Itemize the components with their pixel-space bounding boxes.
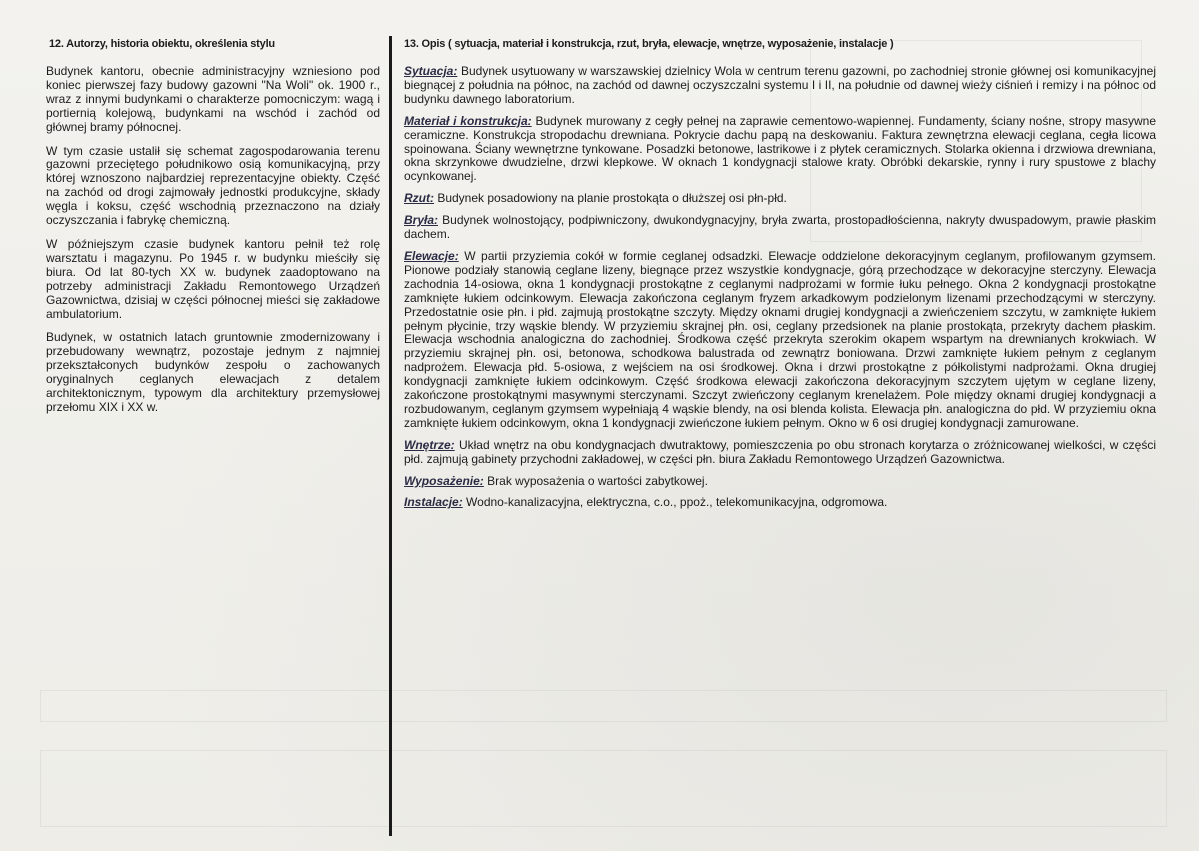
description-material [404, 115, 1156, 185]
description-massing [404, 214, 1156, 242]
interior-text: Układ wnętrz na obu kondygnacjach dwutraktowy, pomieszczenia po obu stronach korytarza o zróżnicowanej wielkości, w części płd. zajmują gabinety przychodni zakładowej, w części płn. biura Zakładu Remontowego Urządzeń Gazownictwa. [404, 437, 1156, 466]
section-13 [404, 38, 1156, 518]
massing-text: Budynek wolnostojący, podpiwniczony, dwukondygnacyjny, bryła zwarta, prostopadłościenna, nakryty dwuspadowym, prawie płaskim dachem. [404, 213, 1156, 242]
installations-label: Instalacje: [404, 495, 463, 510]
section-13-heading: 13. Opis ( sytuacja, materiał i konstrukcja, rzut, bryła, elewacje, wnętrze, wyposażenie, instalacje ) [404, 38, 894, 50]
situation-label: Sytuacja: [404, 64, 458, 78]
material-label: Materiał i konstrukcja: [404, 113, 532, 128]
massing-label: Bryła: [404, 213, 439, 228]
show-through-box [40, 750, 1167, 827]
section-12-heading: 12. Autorzy, historia obiektu, określenia stylu [49, 38, 275, 50]
situation-text: Budynek usytuowany w warszawskiej dzielnicy Wola w centrum terenu gazowni, po zachodniej stronie głównej osi komunikacyjnej biegnącej z południa na północ, na zachód od dawnej oczyszczalni systemu I i II, na południe od dawnej wieży ciśnień i remizy i na północ od budynku dawnego laboratorium. [404, 64, 1156, 106]
description-interior [404, 439, 1156, 467]
plan-label: Rzut: [404, 191, 434, 206]
description-situation [404, 65, 1156, 107]
elevations-text: W partii przyziemia cokół w formie ceglanej odsadzki. Elewacje oddzielone dekoracyjnym ceglanym, profilowanym gzymsem. Pionowe podziały stanowią ceglane lizeny, biegnące przez wszystkie kondygnacje, górą przechodzące w dekoracyjne sterczyny. Elewacja zachodnia 14-osiowa, okna 1 kondygnacji prostokątne z ceglanymi nadprożami w formie łuku pełnego. Okna 2 kondygnacji prostokątne zamknięte łukiem odcinkowym. Elewacja zakończona ceglanym fryzem arkadkowym podzielonym lizenami przechodzącymi w sterczyny. Przedostatnie osie płn. i płd. zajmują prostokątne szczyty. Między oknami drugiej kondygnacji a zwieńczeniem szczytu, w zamknięte łukiem pełnym płycinie, trzy wąskie blendy. W przyziemiu skrajnej płn. osi, ceglany przedsionek na planie prostokąta, przekryty dachem płaskim. Elewacja wschodnia analogiczna do zachodniej. Środkowa część przekryta szerokim okapem wspartym na drewnianych krokwiach. W przyziemiu skrajnej płn. osi, betonowa, schodkowa balustrada od zewnątrz boniowana. Drzwi zamknięte łukiem pełnym z ceglanym nadprożem. Elewacja płd. 5-osiowa, z wejściem na osi środkowej. Okna i drzwi prostokątne z półkolistymi nadprożami. Okna drugiej kondygnacji zamknięte łukiem odcinkowym. Część środkowa elewacji zakończona dekoracyjnym szczytem ujętym w ceglane lizeny, zakończone prostokątnymi masywnymi sterczynami. Szczyt zwieńczony ceglanym krenelażem. Pole między oknami drugiej kondygnacji a rozbudowanym, ceglanym gzymsem wypełniają 4 wąskie blendy, na osi blenda kolista. Elewacja płn. analogiczna do płd. W przyziemiu okna zamknięte łukiem odcinkowym, okna 1 kondygnacji zwieńczone łukiem pełnym. Okno w 6 osi drugiej kondygnacji zamurowane. [404, 248, 1156, 430]
history-paragraph: W tym czasie ustalił się schemat zagospodarowania terenu gazowni przeciętego południkowo osią komunikacyjną, przy której wznoszono najbardziej reprezentacyjne obiekty. Część na zachód od drogi zajmowały jednostki produkcyjne, składy węgla i koksu, część wschodnią przeznaczono na działy oczyszczania i fabrykę chemiczną. [46, 143, 380, 228]
plan-text: Budynek posadowiony na planie prostokąta o dłuższej osi płn-płd. [434, 191, 787, 206]
description-equipment [404, 475, 1156, 489]
equipment-text: Brak wyposażenia o wartości zabytkowej. [483, 473, 708, 488]
description-installations [404, 496, 1156, 510]
history-paragraph: Budynek kantoru, obecnie administracyjny wzniesiono pod koniec pierwszej fazy budowy gazowni "Na Woli" ok. 1900 r., wraz z innymi budynkami o charakterze pomocniczym: wagą i portiernią kolejową, budynkami na wschód i zachód od głównej bramy północnej. [46, 64, 380, 134]
history-paragraph: Budynek, w ostatnich latach gruntownie zmodernizowany i przebudowany wewnątrz, pozostaje jednym z najmniej przekształconych budynków zespołu o zachowanych oryginalnych ceglanych elewacjach z detalem architektonicznym, typowym dla architektury przemysłowej przełomu XIX i XX w. [46, 330, 380, 414]
description-elevations [404, 250, 1156, 431]
show-through-box [40, 690, 1167, 722]
installations-text: Wodno-kanalizacyjna, elektryczna, c.o., ppoż., telekomunikacyjna, odgromowa. [462, 495, 888, 510]
equipment-label: Wyposażenie: [404, 473, 484, 488]
column-divider [389, 36, 392, 836]
elevations-label: Elewacje: [404, 248, 459, 263]
interior-label: Wnętrze: [404, 437, 455, 452]
description-plan [404, 192, 1156, 206]
material-text: Budynek murowany z cegły pełnej na zaprawie cementowo-wapiennej. Fundamenty, ściany nośne, stropy masywne ceramiczne. Konstrukcja stropodachu drewniana. Pokrycie dachu papą na deskowaniu. Faktura zewnętrzna elewacji ceglana, cegła licowa spoinowana. Ściany wewnętrzne tynkowane. Posadzki betonowe, lastrikowe i z płytek ceramicznych. Stolarka okienna i drzwiowa drewniana, okna skrzynkowe dwudzielne, drzwi klepkowe. W oknach 1 kondygnacji stalowe kraty. Obróbki dekarskie, rynny i rury spustowe z blachy ocynkowanej. [404, 113, 1156, 184]
history-paragraph: W późniejszym czasie budynek kantoru pełnił też rolę warsztatu i magazynu. Po 1945 r. w budynku mieściły się biura. Od lat 80-tych XX w. budynek zaadoptowano na potrzeby administracji Zakładu Remontowego Urządzeń Gazownictwa, dzisiaj w części północnej mieści się zakładowe ambulatorium. [46, 236, 380, 321]
section-12 [46, 38, 380, 425]
